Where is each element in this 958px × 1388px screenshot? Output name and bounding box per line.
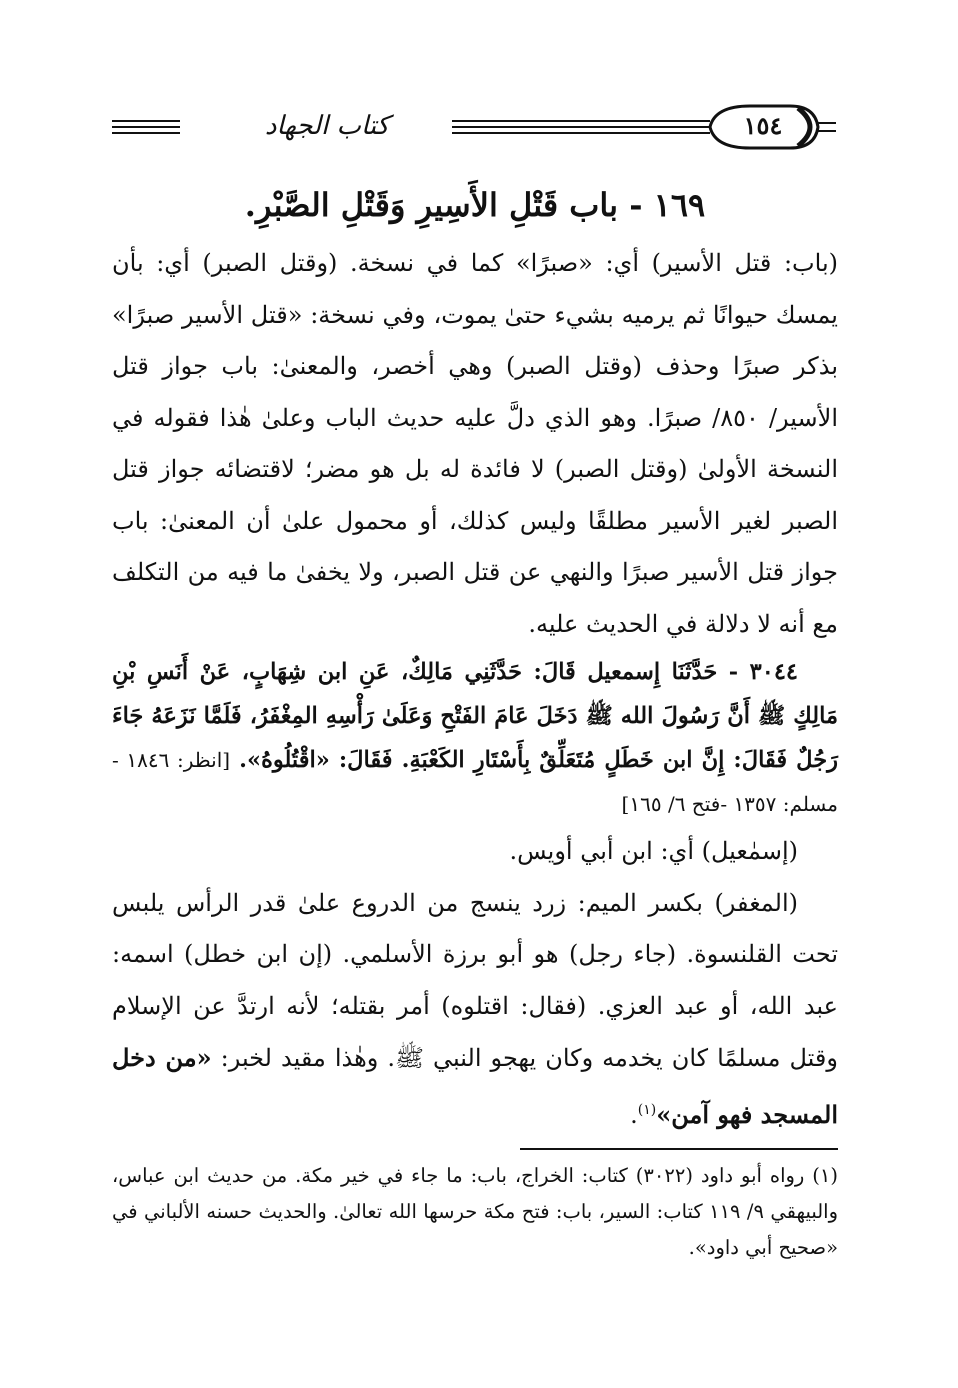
hadith-text bbox=[112, 650, 838, 826]
sentence-end: . bbox=[630, 1100, 638, 1129]
main-content bbox=[112, 172, 838, 1141]
footnote-1: (١) رواه أبو داود (٣٠٢٢) كتاب: الخراج، باب: ما جاء في خير مكة. من حديث ابن عباس، والبيهقي ٩/ ١١٩ كتاب: السير، باب: فتح مكة حرسها الله تعالىٰ. والحديث حسنه الألباني في «صحيح أبي داود». bbox=[112, 1164, 838, 1259]
page-number: ١٥٤ bbox=[743, 111, 783, 140]
running-title: كتاب الجهاد bbox=[202, 106, 452, 146]
footnote-divider bbox=[520, 1148, 838, 1150]
commentary-body: (المغفر) بكسر الميم: زرد ينسج من الدروع علىٰ قدر الرأس يلبس تحت القلنسوة. (جاء رجل) هو أبو برزة الأسلمي. (إن ابن خطل) اسمه: عبد الله، أو عبد العزي. (فقال: اقتلوه) أمر بقتله؛ لأنه ارتدَّ عن الإسلام وقتل مسلمًا كان يخدمه وكان يهجو النبي ﷺ. وهٰذا مقيد لخبر: bbox=[112, 888, 839, 1072]
commentary-line: (إسمٰعيل) أي: ابن أبي أويس. bbox=[509, 837, 798, 865]
footnote-marker[interactable]: (١) bbox=[637, 1101, 657, 1118]
chapter-title: ١٦٩ - باب قَتْلِ الأَسِيرِ وَقَتْلِ الصَّبْرِ. bbox=[244, 186, 706, 224]
commentary-paragraph: (باب: قتل الأسير) أي: «صبرًا» كما في نسخة. (وقتل الصبر) أي: بأن يمسك حيوانًا ثم يرميه بشيء حتىٰ يموت، وفي نسخة: «قتل الأسير صبرًا» بذكر صبرًا وحذف (وقتل الصبر) وهي أخصر، والمعنىٰ: باب جواز قتل الأسير/ ٨٥٠/ صبرًا. وهو الذي دلَّ عليه حديث الباب وعلىٰ هٰذا فقوله في النسخة الأولىٰ (وقتل الصبر) لا فائدة له بل هو مضر؛ لاقتضائه جواز قتل الصبر لغير الأسير مطلقًا وليس كذلك، أو محمول علىٰ أن المعنىٰ: باب جواز قتل الأسير صبرًا والنهي عن قتل الصبر، ولا يخفىٰ ما فيه من التكلف مع أنه لا دلالة في الحديث عليه. bbox=[112, 249, 838, 638]
commentary-paragraph-2 bbox=[112, 878, 838, 1142]
hadith-reference: [انظر: ١٨٤٦ - مسلم: ١٣٥٧ -فتح ٦/ ١٦٥] bbox=[112, 748, 838, 816]
page-header bbox=[110, 98, 838, 156]
hadith-body: ٣٠٤٤ - حَدَّثَنَا إِسمعيل قَالَ: حَدَّثَنِي مَالِكٌ، عَنِ ابن شِهَابٍ، عَنْ أَنَسِ بْنِ مَالِكٍ ﷺ أَنَّ رَسُولَ الله ﷺ دَخَلَ عَامَ الفَتْحِ وَعَلَىٰ رَأْسِهِ المِغْفَرُ، فَلَمَّا نَزَعَهُ جَاءَ رَجُلٌ فَقَالَ: إِنَّ ابن خَطَلٍ مُتَعَلِّقٌ بِأَسْتَارِ الكَعْبَةِ. فَقَالَ: «اقْتُلُوهُ». bbox=[112, 659, 838, 773]
footnotes bbox=[112, 1158, 838, 1266]
quoted-hadith: «من دخل المسجد فهو آمن» bbox=[112, 1043, 838, 1129]
